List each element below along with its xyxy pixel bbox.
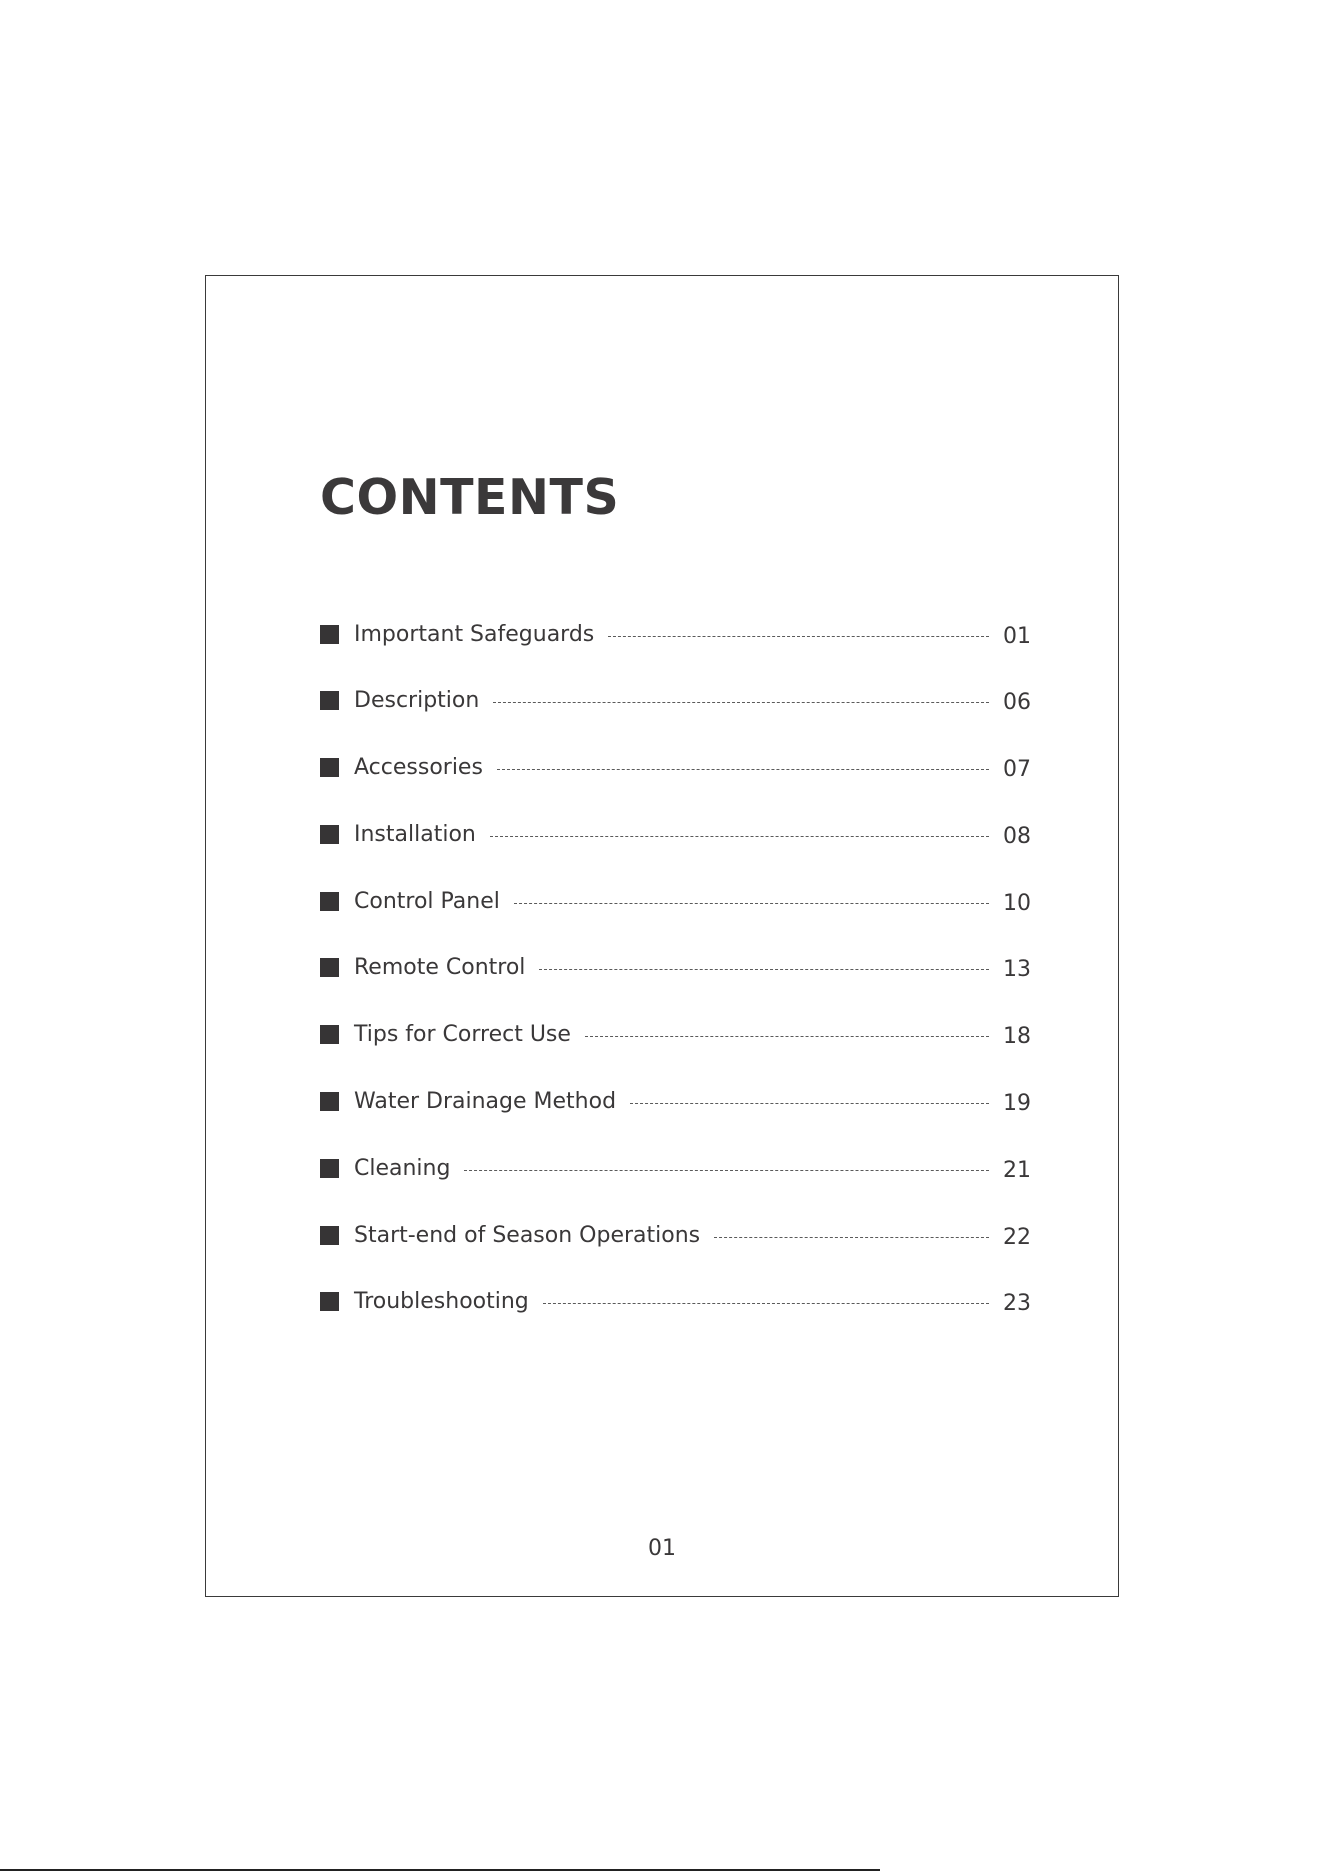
square-bullet-icon: [320, 1092, 339, 1111]
toc-entry-label: Accessories: [354, 755, 483, 781]
toc-entry[interactable]: [320, 816, 1031, 883]
dotted-leader: [543, 1303, 989, 1304]
toc-entry[interactable]: [320, 950, 1031, 1017]
dotted-leader: [608, 636, 989, 637]
toc-entry-label: Important Safeguards: [354, 621, 595, 647]
dotted-leader: [585, 1036, 989, 1037]
toc-entry-page: 18: [1003, 1024, 1031, 1050]
toc-entry-label: Tips for Correct Use: [354, 1022, 571, 1048]
toc-entry-label: Control Panel: [354, 888, 500, 914]
toc-entry-page: 10: [1003, 890, 1031, 916]
square-bullet-icon: [320, 691, 339, 710]
toc-entry-page: 13: [1003, 957, 1031, 983]
square-bullet-icon: [320, 892, 339, 911]
toc-entry[interactable]: [320, 1150, 1031, 1217]
toc-entry[interactable]: [320, 1284, 1031, 1351]
square-bullet-icon: [320, 1292, 339, 1311]
toc-entry[interactable]: [320, 683, 1031, 750]
toc-entry-page: 08: [1003, 823, 1031, 849]
toc-entry[interactable]: [320, 883, 1031, 950]
dotted-leader: [497, 769, 989, 770]
square-bullet-icon: [320, 1025, 339, 1044]
toc-entry-page: 21: [1003, 1157, 1031, 1183]
toc-entry-page: 23: [1003, 1291, 1031, 1317]
toc-entry[interactable]: [320, 750, 1031, 817]
square-bullet-icon: [320, 1226, 339, 1245]
square-bullet-icon: [320, 1159, 339, 1178]
toc-entry-label: Cleaning: [354, 1155, 451, 1181]
toc-entry-page: 19: [1003, 1091, 1031, 1117]
page-number: 01: [648, 1536, 676, 1561]
page-title: CONTENTS: [320, 469, 620, 526]
toc-entry-label: Troubleshooting: [354, 1289, 529, 1315]
toc-entry[interactable]: [320, 616, 1031, 683]
square-bullet-icon: [320, 758, 339, 777]
square-bullet-icon: [320, 825, 339, 844]
dotted-leader: [493, 702, 989, 703]
toc-entry-page: 06: [1003, 690, 1031, 716]
dotted-leader: [630, 1103, 989, 1104]
toc-entry[interactable]: [320, 1017, 1031, 1084]
toc-entry-label: Installation: [354, 821, 476, 847]
toc-entry-label: Start-end of Season Operations: [354, 1222, 701, 1248]
dotted-leader: [714, 1237, 989, 1238]
toc-entry-label: Water Drainage Method: [354, 1089, 617, 1115]
dotted-leader: [539, 969, 989, 970]
toc-entry-page: 22: [1003, 1224, 1031, 1250]
toc-entry-label: Remote Control: [354, 955, 526, 981]
dotted-leader: [514, 903, 989, 904]
table-of-contents: [320, 616, 1031, 1351]
scan-edge-line: [0, 1869, 880, 1871]
toc-entry-page: 07: [1003, 757, 1031, 783]
toc-entry[interactable]: [320, 1084, 1031, 1151]
toc-entry[interactable]: [320, 1217, 1031, 1284]
dotted-leader: [464, 1170, 989, 1171]
square-bullet-icon: [320, 625, 339, 644]
toc-entry-page: 01: [1003, 623, 1031, 649]
square-bullet-icon: [320, 958, 339, 977]
toc-entry-label: Description: [354, 688, 480, 714]
dotted-leader: [490, 836, 989, 837]
